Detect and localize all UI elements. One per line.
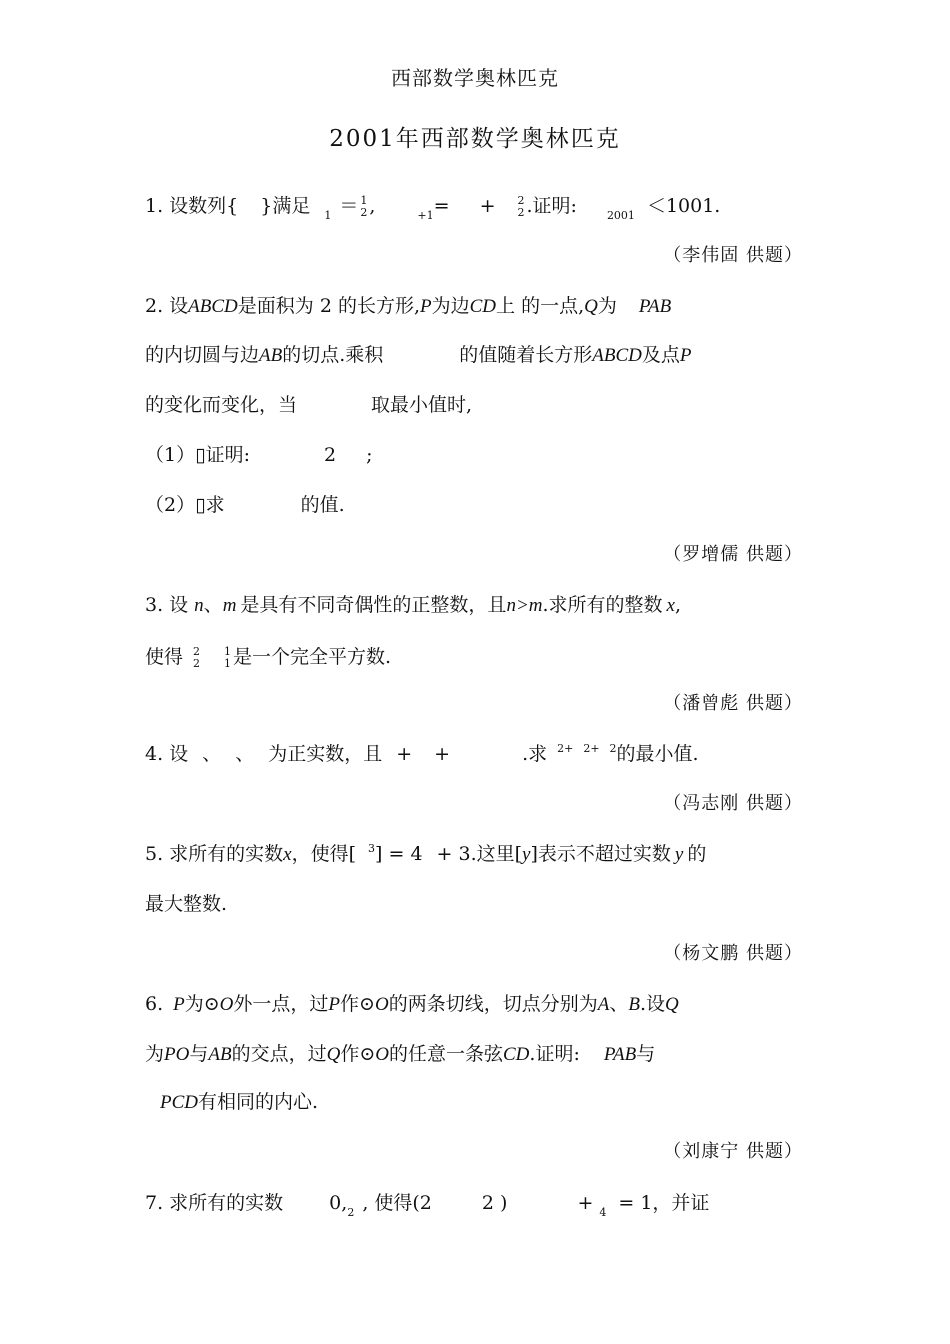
problem-3-line-2: 使得 2 2 1 1 是一个完全平方数.	[145, 645, 392, 670]
problem-4-source: （冯志刚 供题）	[663, 793, 803, 814]
problem-5-source: （杨文鹏 供题）	[663, 943, 803, 964]
missing-glyph-icon: ▯	[195, 494, 206, 516]
problem-2-line-4: （1）▯证明: 2 ;	[145, 444, 373, 466]
problem-2-line-3: 的变化而变化，当 取最小值时,	[145, 394, 473, 416]
problem-3-source: （潘曾彪 供题）	[663, 693, 803, 714]
problem-2-line-1: 2. 设ABCD是面积为 2 的长方形,P为边CD上 的一点,Q为 PAB	[145, 295, 672, 317]
problem-2-line-5: （2）▯求 的值.	[145, 494, 345, 516]
fraction-one-half: 1 2	[360, 194, 368, 219]
problem-2-source: （罗增儒 供题）	[663, 544, 803, 565]
fraction-square: 2 2	[517, 194, 525, 219]
problem-4-line-1: 4. 设 、 、 为正实数，且 + + .求 $^{2+}$ $^{2+}$ $^2$的最小值.	[145, 742, 699, 765]
running-header: 西部数学奥林匹克	[391, 66, 559, 90]
problem-7-line-1: 7. 求所有的实数 $0,_2$ , 使得(2 2 ) + $_4$ = 1，并证	[145, 1192, 710, 1219]
problem-1-source: （李伟固 供题）	[663, 245, 803, 266]
document-title: 2001年西部数学奥林匹克	[329, 126, 621, 152]
problem-1-line-1: 1. 设数列{ }满足 $_1$ ＝ 1 2 , $_{+1}$= + 2 2 .证明: $_{2001}$ ＜1001.	[145, 194, 721, 222]
problem-5-line-1: 5. 求所有的实数x，使得[ $^3$] = 4 + 3.这里[y]表示不超过实数 y 的	[145, 842, 707, 865]
missing-glyph-icon: ▯	[195, 444, 206, 466]
problem-6-line-2: 为PO与AB的交点，过Q作⊙O的任意一条弦CD.证明: PAB与	[145, 1043, 656, 1065]
problem-6-source: （刘康宁 供题）	[663, 1141, 803, 1162]
problem-5-line-2: 最大整数.	[145, 893, 228, 915]
problem-3-line-1: 3. 设 n、m 是具有不同奇偶性的正整数，且n>m.求所有的整数 x,	[145, 594, 682, 616]
problem-6-line-3: PCD有相同的内心.	[160, 1091, 319, 1113]
problem-2-line-2: 的内切圆与边AB的切点.乘积 的值随着长方形ABCD及点P	[145, 344, 692, 366]
problem-6-line-1: 6. P为⊙O外一点，过P作⊙O的两条切线，切点分别为A、B.设Q	[145, 993, 679, 1015]
